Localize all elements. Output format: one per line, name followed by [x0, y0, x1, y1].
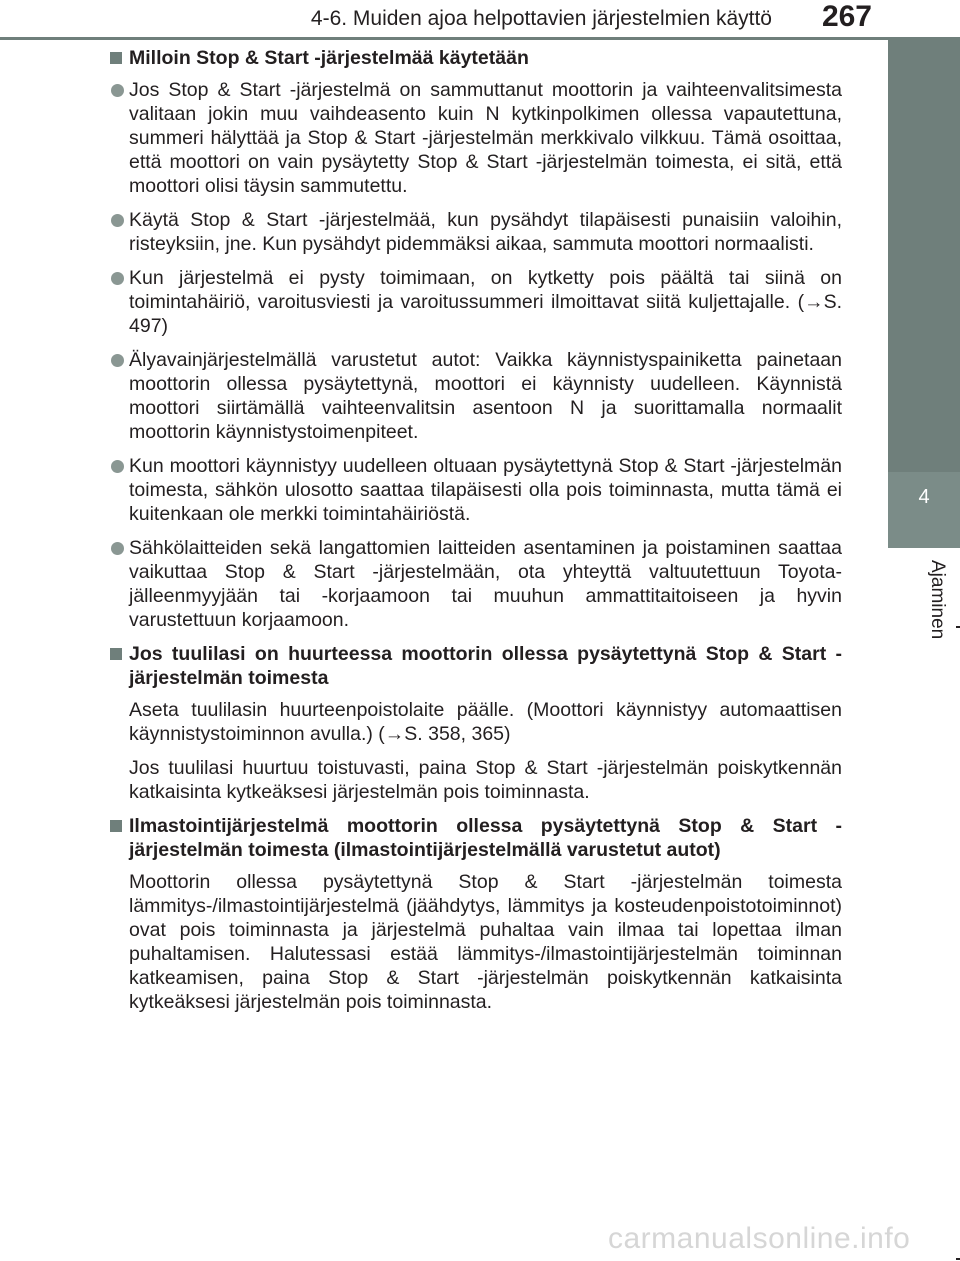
section-heading [110, 46, 842, 70]
list-item-text: Kun moottori käynnistyy uudelleen oltuaan pysäytettynä Stop & Start -järjestelmän toimesta, sähkön ulosotto saattaa tilapäisesti olla pois toiminnasta, mutta tämä ei kuitenkaan ole merkki toimintahäiriöstä. [129, 455, 842, 525]
list-item [110, 266, 842, 338]
circle-bullet-icon [111, 272, 124, 285]
list-item-text: Sähkölaitteiden sekä langattomien laitteiden asentaminen ja poistaminen saattaa vaikuttaa Stop & Start -järjestelmään, ota yhteyttä valtuutettuun Toyota-jälleenmyyjään tai -korjaamoon tai muuhun ammattitaitoiseen ja hyvin varustettuun korjaamoon. [129, 537, 842, 631]
chapter-tab [888, 472, 960, 548]
square-bullet-icon [110, 52, 122, 64]
header-rule [0, 37, 960, 40]
circle-bullet-icon [111, 214, 124, 227]
list-item-text: Käytä Stop & Start -järjestelmää, kun pysähdyt tilapäisesti punaisiin valoihin, risteyksiin, jne. Kun pysähdyt pidemmäksi aikaa, sammuta moottori normaalisti. [129, 209, 842, 255]
section-heading [110, 814, 842, 862]
circle-bullet-icon [111, 354, 124, 367]
list-item [110, 536, 842, 632]
page-number: 267 [821, 0, 872, 33]
chapter-number: 4 [918, 486, 930, 508]
section-heading [110, 642, 842, 690]
list-item [110, 78, 842, 198]
watermark: carmanualsonline.info [608, 1222, 911, 1255]
side-tick [956, 626, 960, 628]
list-item [110, 454, 842, 526]
list-item [110, 348, 842, 444]
circle-bullet-icon [111, 84, 124, 97]
list-item-text: Jos Stop & Start -järjestelmä on sammuttanut moottorin ja vaihteenvalitsimesta valitaan jokin muu vaihdeasento kuin N kytkinpolkimen ollessa vapautettuna, summeri hälyttää ja Stop & Start -järjestelmän merkkivalo vilkkuu. Tämä osoittaa, että moottori on vain pysäytetty Stop & Start -järjestelmän toimesta, ei sitä, että moottori olisi täysin sammutettu. [129, 79, 842, 197]
heading-text: Ilmastointijärjestelmä moottorin ollessa pysäytettynä Stop & Start -järjestelmän toimesta (ilmastointijärjestelmällä varustetut autot) [129, 815, 842, 861]
square-bullet-icon [110, 648, 122, 660]
section-title: 4-6. Muiden ajoa helpottavien järjestelmien käyttö [310, 7, 772, 30]
side-tick [956, 1258, 960, 1260]
circle-bullet-icon [111, 460, 124, 473]
paragraph: Jos tuulilasi huurtuu toistuvasti, paina Stop & Start -järjestelmän poiskytkennän katkaisinta kytkeäksesi järjestelmän pois toiminnasta. [129, 757, 842, 803]
list-item-text: Kun järjestelmä ei pysty toimimaan, on kytketty pois päältä tai siinä on toimintahäiriö, varoitusviesti ja varoitussummeri ilmoittavat siitä kuljettajalle. (→S. 497) [129, 267, 842, 337]
paragraph: Moottorin ollessa pysäytettynä Stop & Start -järjestelmän toimesta lämmitys-/ilmastointijärjestelmä (jäähdytys, lämmitys ja kosteudenpoistotoiminnot) ovat pois toiminnasta ja järjestelmä puhaltaa vain ilmaa tai lopettaa ilman puhaltamisen. Halutessasi estää lämmitys-/ilmastointijärjestelmän toiminnan katkeamisen, paina Stop & Start -järjestelmän poiskytkennän katkaisinta kytkeäksesi järjestelmän pois toiminnasta. [129, 871, 842, 1013]
list-item [110, 208, 842, 256]
circle-bullet-icon [111, 542, 124, 555]
square-bullet-icon [110, 820, 122, 832]
side-tab-band [888, 40, 960, 472]
paragraph: Aseta tuulilasin huurteenpoistolaite päälle. (Moottori käynnistyy automaattisen käynnistystoiminnon avulla.) (→S. 358, 365) [129, 699, 842, 745]
list-item-text: Älyavainjärjestelmällä varustetut autot: Vaikka käynnistyspainiketta painetaan moottorin ollessa pysäytettynä, moottori ei käynnisty uudelleen. Käynnistä moottori siirtämällä vaihteenvalitsin asentoon N ja suorittamalla normaalit moottorin käynnistystoimenpiteet. [129, 349, 842, 443]
heading-text: Milloin Stop & Start -järjestelmää käytetään [129, 47, 529, 69]
heading-text: Jos tuulilasi on huurteessa moottorin ollessa pysäytettynä Stop & Start -järjestelmän toimesta [129, 643, 842, 689]
page-content [110, 46, 842, 1024]
chapter-label: Ajaminen [927, 560, 948, 640]
page-header [0, 0, 960, 36]
